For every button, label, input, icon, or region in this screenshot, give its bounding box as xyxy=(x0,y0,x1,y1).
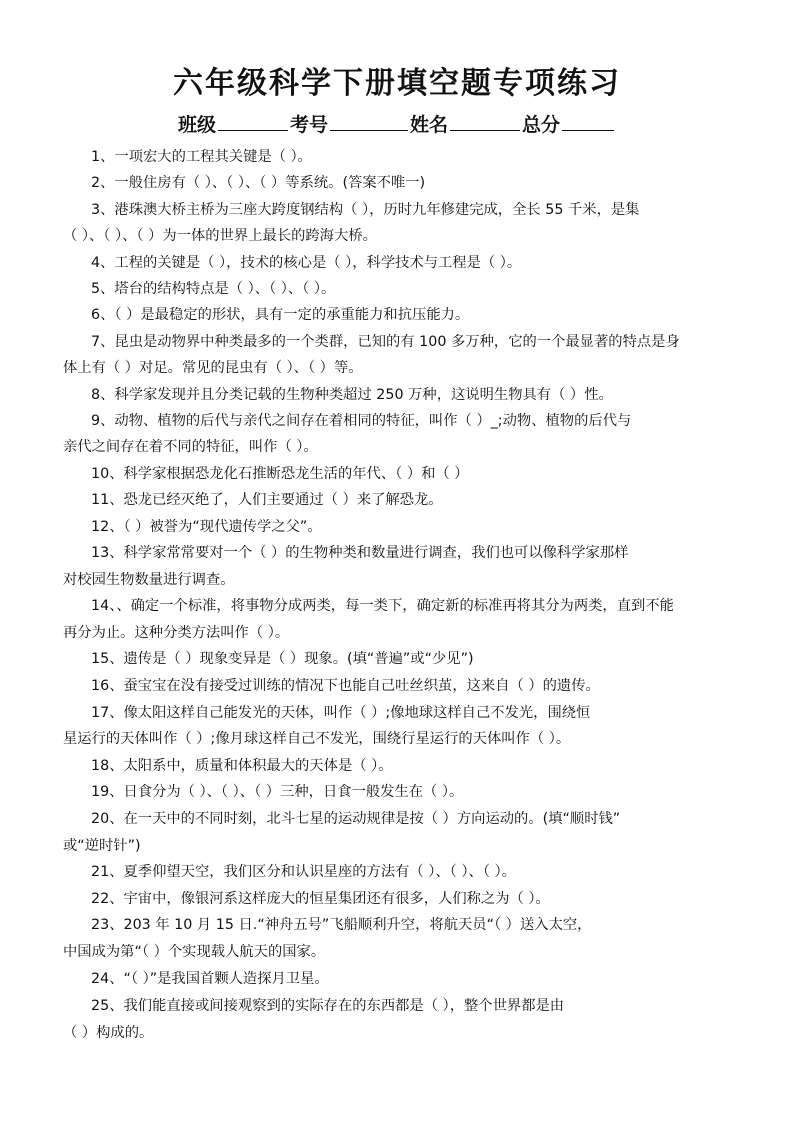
question-20-cont: 或“逆时针”) xyxy=(63,838,141,854)
question-3-cont: （ ）、（ ）、（ ）为一体的世界上最长的跨海大桥。 xyxy=(63,228,377,244)
question-6: 6、（ ）是最稳定的形状，具有一定的承重能力和抗压能力。 xyxy=(91,307,470,323)
question-9-cont: 亲代之间存在着不同的特征，叫作（ ）。 xyxy=(63,439,318,455)
question-15: 15、遗传是（ ）现象变异是（ ）现象。(填“普遍”或“少见”) xyxy=(91,651,474,667)
question-17: 17、像太阳这样自己能发光的天体，叫作（ ）;像地球这样自己不发光，围绕恒 xyxy=(91,705,591,721)
score-blank xyxy=(562,112,614,131)
class-blank xyxy=(218,112,288,131)
question-24: 24、“（ ）”是我国首颗人造探月卫星。 xyxy=(91,971,329,987)
question-9: 9、动物、植物的后代与亲代之间存在着相同的特征，叫作（ ）_;动物、植物的后代与 xyxy=(91,413,632,429)
name-label: 姓名 xyxy=(410,114,449,136)
question-2: 2、一般住房有（ ）、（ ）、（ ）等系统。(答案不唯一) xyxy=(91,175,426,191)
question-23: 23、203 年 10 月 15 日.“神舟五号”飞船顺利升空，将航天员“（ ）送入太空， xyxy=(91,917,592,933)
question-7-cont: 体上有（ ）对足。常见的昆虫有（ ）、（ ）等。 xyxy=(63,360,363,376)
student-info-line xyxy=(0,110,794,137)
question-22: 22、宇宙中，像银河系这样庞大的恒星集团还有很多，人们称之为（ ）。 xyxy=(91,891,550,907)
question-21: 21、夏季仰望天空，我们区分和认识星座的方法有（ ）、（ ）、（ ）。 xyxy=(91,864,516,880)
question-23-cont: 中国成为第“（ ）个实现载人航天的国家。 xyxy=(63,944,326,960)
question-14: 14、、确定一个标准，将事物分成两类，每一类下，确定新的标准再将其分为两类，直到不能 xyxy=(91,598,674,614)
question-1: 1、一项宏大的工程其关键是（ ）。 xyxy=(91,149,312,165)
name-blank xyxy=(450,112,520,131)
number-blank xyxy=(330,112,408,131)
question-12: 12、（ ）被誉为“现代遗传学之父”。 xyxy=(91,519,322,535)
class-label: 班级 xyxy=(177,114,216,136)
question-18: 18、太阳系中，质量和体积最大的天体是（ ）。 xyxy=(91,758,393,774)
question-13: 13、科学家常常要对一个（ ）的生物种类和数量进行调查，我们也可以像科学家那样 xyxy=(91,545,629,561)
question-14-cont: 再分为止。这种分类方法叫作（ ）。 xyxy=(63,625,290,641)
question-10: 10、科学家根据恐龙化石推断恐龙生活的年代、（ ）和（ ） xyxy=(91,466,469,482)
question-5: 5、塔台的结构特点是（ ）、（ ）、（ ）。 xyxy=(91,281,336,297)
question-19: 19、日食分为（ ）、（ ）、（ ）三种，日食一般发生在（ ）。 xyxy=(91,784,464,800)
question-7: 7、昆虫是动物界中种类最多的一个类群，已知的有 100 多万种，它的一个最显著的特点是身 xyxy=(91,334,680,350)
question-3: 3、港珠澳大桥主桥为三座大跨度钢结构（ ），历时九年修建完成，全长 55 千米，是集 xyxy=(91,202,640,218)
number-label: 考号 xyxy=(289,114,328,136)
question-8: 8、科学家发现并且分类记载的生物种类超过 250 万种，这说明生物具有（ ）性。 xyxy=(91,387,613,403)
page-title: 六年级科学下册填空题专项练习 xyxy=(173,66,621,101)
question-17-cont: 星运行的天体叫作（ ）;像月球这样自己不发光，围绕行星运行的天体叫作（ ）。 xyxy=(63,731,571,747)
question-20: 20、在一天中的不同时刻，北斗七星的运动规律是按（ ）方向运动的。(填“顺时钱” xyxy=(91,811,621,827)
question-13-cont: 对校园生物数量进行调查。 xyxy=(63,572,235,588)
question-16: 16、蚕宝宝在没有接受过训练的情况下也能自己吐丝织茧，这来自（ ）的遗传。 xyxy=(91,678,600,694)
question-11: 11、恐龙已经灭绝了，人们主要通过（ ）来了解恐龙。 xyxy=(91,492,443,508)
question-25-cont: （ ）构成的。 xyxy=(63,1025,154,1041)
question-4: 4、工程的关键是（ ），技术的核心是（ ），科学技术与工程是（ ）。 xyxy=(91,255,522,271)
score-label: 总分 xyxy=(522,114,561,136)
question-25: 25、我们能直接或间接观察到的实际存在的东西都是（ ），整个世界都是由 xyxy=(91,998,565,1014)
